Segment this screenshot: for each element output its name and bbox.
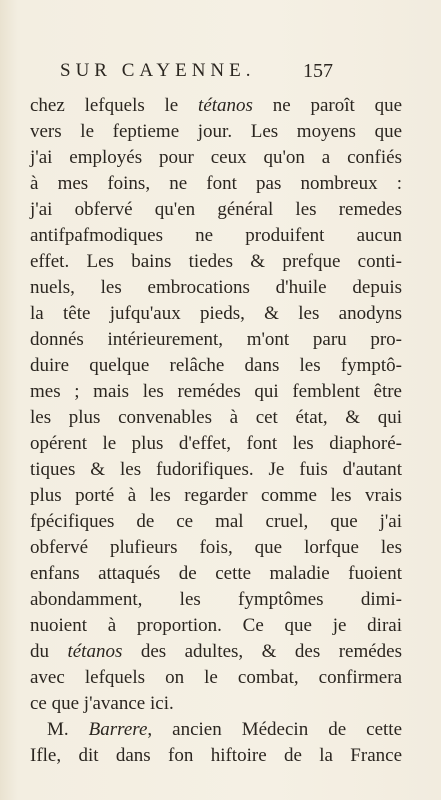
text-line: abondamment, les fymptômes dimi- <box>30 589 402 610</box>
text-line: du tétanos des adultes, & des remédes <box>30 641 402 662</box>
text-line: M. Barrere, ancien Médecin de cette <box>47 719 402 740</box>
page-number: 157 <box>303 60 333 82</box>
text-line: duire quelque relâche dans les fymptô- <box>30 355 402 376</box>
text-line: opérent le plus d'effet, font les diaphoré- <box>30 433 402 454</box>
text-line: nuoient à proportion. Ce que je dirai <box>30 615 402 636</box>
text-line: fpécifiques de ce mal cruel, que j'ai <box>30 511 402 532</box>
text-line: vers le feptieme jour. Les moyens que <box>30 121 402 142</box>
text-line: ce que j'avance ici. <box>30 693 174 714</box>
text-line: chez lefquels le tétanos ne paroît que <box>30 95 403 116</box>
text-line: antifpafmodiques ne produifent aucun <box>30 225 402 246</box>
text-line: enfans attaqués de cette maladie fuoient <box>30 563 402 584</box>
text-line: avec lefquels on le combat, confirmera <box>30 667 402 688</box>
text-line: obfervé plufieurs fois, que lorfque les <box>30 537 402 558</box>
text-line: mes ; mais les remédes qui femblent être <box>30 381 402 402</box>
text-line: la tête jufqu'aux pieds, & les anodyns <box>30 303 402 324</box>
text-line: plus porté à les regarder comme les vrais <box>30 485 402 506</box>
text-line: les plus convenables à cet état, & qui <box>30 407 402 428</box>
text-line: effet. Les bains tiedes & prefque conti- <box>30 251 402 272</box>
running-head: SUR CAYENNE. <box>60 60 256 81</box>
text-line: j'ai obfervé qu'en général les remedes <box>30 199 402 220</box>
text-line: nuels, les embrocations d'huile depuis <box>30 277 402 298</box>
text-line: donnés intérieurement, m'ont paru pro- <box>30 329 402 350</box>
body-text <box>30 93 402 769</box>
text-line: tiques & les fudorifiques. Je fuis d'autant <box>30 459 402 480</box>
text-line: à mes foins, ne font pas nombreux : <box>30 173 402 194</box>
text-line: j'ai employés pour ceux qu'on a confiés <box>30 147 402 168</box>
text-line: Ifle, dit dans fon hiftoire de la France <box>30 745 402 766</box>
page-header <box>0 60 441 88</box>
